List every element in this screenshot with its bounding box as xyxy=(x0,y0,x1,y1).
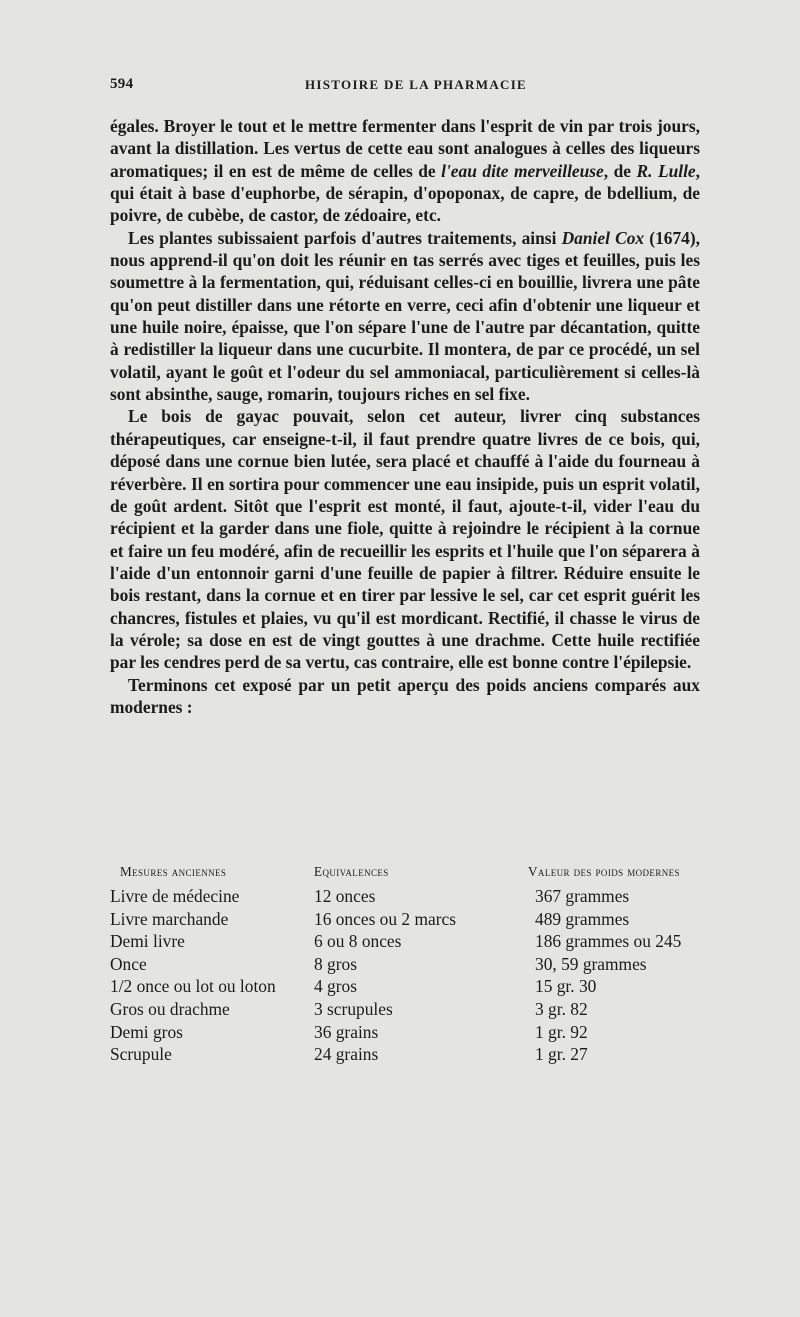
cell-ancienne: Demi livre xyxy=(110,931,185,952)
cell-moderne: 15 gr. 30 xyxy=(535,976,597,997)
cell-equivalence: 3 scrupules xyxy=(314,998,393,1019)
header-modernes: Valeur des poids modernes xyxy=(528,864,680,879)
table-row xyxy=(110,999,720,1022)
cell-moderne: 1 gr. 92 xyxy=(535,1021,588,1042)
running-title: HISTOIRE DE LA PHARMACIE xyxy=(305,77,528,92)
cell-ancienne: Scrupule xyxy=(110,1044,172,1065)
weights-table xyxy=(110,864,720,1067)
cell-ancienne: 1/2 once ou lot ou loton xyxy=(110,976,276,997)
cell-equivalence: 4 gros xyxy=(314,976,357,997)
page-header xyxy=(110,76,700,96)
paragraph-1-text-c: , qui était à base d'euphorbe, de sérapin, d'opoponax, de capre, de bdellium, de poivre, de cubèbe, de castor, de zédoaire, etc. xyxy=(110,160,700,226)
paragraph-1-italic-a: l'eau dite merveilleuse xyxy=(441,160,604,181)
table-row xyxy=(110,976,720,999)
cell-moderne: 3 gr. 82 xyxy=(535,998,588,1019)
table-row xyxy=(110,1022,720,1045)
cell-equivalence: 8 gros xyxy=(314,953,357,974)
cell-ancienne: Livre de médecine xyxy=(110,886,240,906)
paragraph-1-text-b: , de xyxy=(603,160,637,181)
page-number: 594 xyxy=(110,76,134,92)
cell-equivalence: 36 grains xyxy=(314,1021,379,1042)
cell-equivalence: 24 grains xyxy=(314,1044,379,1065)
body-text xyxy=(110,115,700,718)
table-row xyxy=(110,886,720,909)
table-row xyxy=(110,909,720,932)
paragraph-2-italic-a: Daniel Cox xyxy=(561,227,645,248)
paragraph-4: Terminons cet exposé par un petit aperçu des poids anciens comparés aux modernes : xyxy=(110,674,700,717)
paragraph-2 xyxy=(110,227,700,406)
table-row xyxy=(110,1044,720,1067)
cell-ancienne: Gros ou drachme xyxy=(110,998,230,1019)
paragraph-1-text-a: égales. Broyer le tout et le mettre fermenter dans l'esprit de vin par trois jours, avant la distillation. Les vertus de cette eau sont analogues à celles des liqueurs aromatiques; il en est de même de celles de xyxy=(110,116,700,181)
cell-equivalence: 16 onces ou 2 marcs xyxy=(314,908,456,929)
header-anciennes: Mesures anciennes xyxy=(120,864,227,879)
cell-equivalence: 6 ou 8 onces xyxy=(314,931,402,952)
cell-moderne: 367 grammes xyxy=(535,886,630,906)
table-row xyxy=(110,954,720,977)
paragraph-1-italic-b: R. Lulle xyxy=(636,160,696,181)
cell-ancienne: Livre marchande xyxy=(110,908,229,929)
paragraph-2-text-a: Les plantes subissaient parfois d'autres traitements, ainsi xyxy=(128,227,562,248)
paragraph-3: Le bois de gayac pouvait, selon cet auteur, livrer cinq substances thérapeutiques, car enseigne-t-il, il faut prendre quatre livres de ce bois, qui, déposé dans une cornue bien lutée, sera placé et chauffé à l'aide du fourneau à réverbère. Il en sortira pour commencer une eau insipide, puis un esprit volatil, de goût ardent. Sitôt que l'esprit est monté, il faut, ajoute-t-il, vider l'eau du récipient et la garder dans une fiole, quitte à rejoindre le récipient à la cornue et faire un feu modéré, afin de recueillir les esprits et l'huile que l'on séparera à l'aide d'un entonnoir garni d'une feuille de papier à filtrer. Réduire ensuite le bois restant, dans la cornue et en tirer par lessive le sel, car cet esprit guérit les chancres, fistules et plaies, vu qu'il est mordicant. Rectifié, il chasse le virus de la vérole; sa dose en est de vingt gouttes à une drachme. Cette huile rectifiée par les cendres perd de sa vertu, cas contraire, elle est bonne contre l'épilepsie. xyxy=(110,406,700,673)
table-header xyxy=(110,864,720,886)
cell-moderne: 1 gr. 27 xyxy=(535,1044,588,1065)
table-body xyxy=(110,886,720,1067)
paragraph-1 xyxy=(110,115,700,227)
table-row xyxy=(110,931,720,954)
cell-ancienne: Demi gros xyxy=(110,1021,183,1042)
paragraph-2-text-b: (1674), nous apprend-il qu'on doit les réunir en tas serrés avec tiges et feuilles, puis les soumettre à la fermentation, qui, réduisant celles-ci en bouillie, livrera une pâte qu'on peut distiller dans une rétorte en verre, ceci afin d'obtenir une liqueur et une huile noire, épaisse, que l'on sépare l'une de l'autre par décantation, quitte à redistiller la liqueur dans une cucurbite. Il montera, de par ce procédé, un sel volatil, ayant le goût et l'odeur du sel ammoniacal, particulièrement si celles-là sont absinthe, sauge, romarin, toujours riches en sel fixe. xyxy=(110,227,700,405)
cell-moderne: 489 grammes xyxy=(535,908,630,929)
cell-equivalence: 12 onces xyxy=(314,886,376,906)
cell-moderne: 30, 59 grammes xyxy=(535,953,647,974)
cell-ancienne: Once xyxy=(110,953,147,974)
header-equivalences: Equivalences xyxy=(314,864,389,879)
cell-moderne: 186 grammes ou 245 xyxy=(535,931,682,952)
